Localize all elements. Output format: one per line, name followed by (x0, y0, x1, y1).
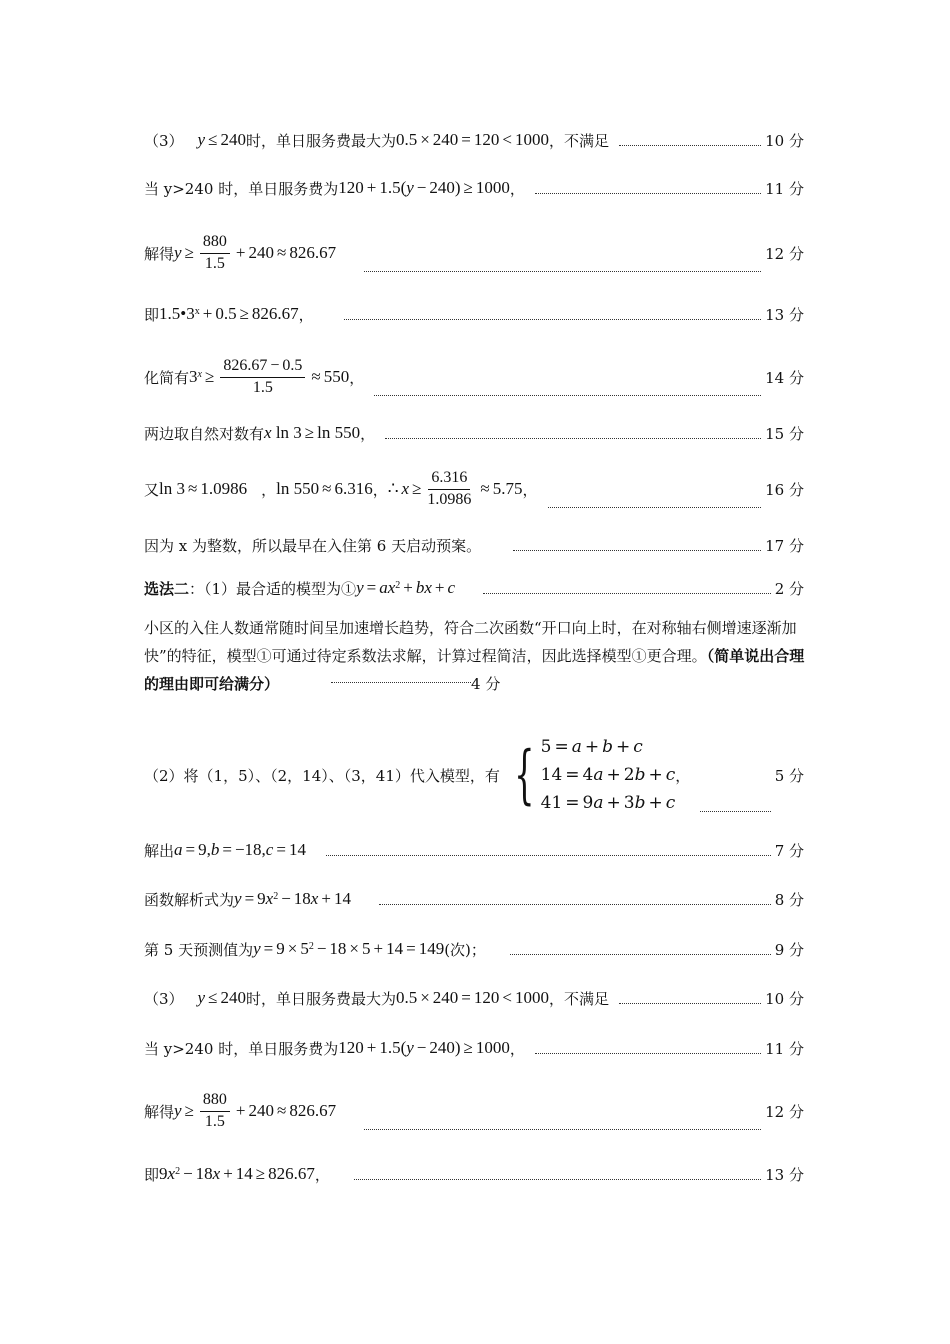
leader-dots (535, 192, 761, 194)
score: 13 分 (765, 1165, 804, 1184)
line-s1-16: 又 ln 3 ≈ 1.0986 ， ln 550 ≈ 6.316 ， ∴ x ≥ $\frac{6.316}{1.0986}$ ≈ 5.75 ， 16 分 (144, 469, 804, 508)
score: 11 分 (765, 179, 804, 198)
math-y-le-240: y ≤ 240 (197, 988, 246, 1007)
math-fee-expr: 120 + 1.5( y − 240) ≥ 1000 (338, 178, 510, 197)
line-s1-11: 当 y>240 时，单日服务费为 120 + 1.5( y − 240) ≥ 1000 ， 11 分 (144, 178, 804, 198)
leader-dots (535, 1052, 761, 1054)
score: 17 分 (765, 536, 804, 555)
score: 4 分 (471, 675, 501, 693)
leader-dots (364, 1128, 761, 1130)
leader-dots (331, 681, 471, 683)
leader-dots (379, 903, 771, 905)
line-m2-12: 解得 y ≥ $\frac{880}{1.5}$ + 240 ≈ 826.67 12 分 (144, 1091, 804, 1130)
line-m2-7: 解出 a = 9, b = −18, c = 14 7 分 (144, 840, 804, 860)
math-max-fee: 0.5 × 240 = 120 < 1000 (395, 130, 549, 149)
method-heading: 选法二 (144, 579, 190, 598)
line-s1-15: 两边取自然对数有 x ln 3 ≥ ln 550 ， 15 分 (144, 423, 804, 443)
line-m2-11: 当 y>240 时，单日服务费为 120 + 1.5( y − 240) ≥ 1000 ， 11 分 (144, 1038, 804, 1058)
score: 2 分 (774, 579, 804, 598)
math-ln550: ln 550 ≈ 6.316 (276, 479, 373, 498)
math-max-fee: 0.5 × 240 = 120 < 1000 (395, 988, 549, 1007)
math-exp-ineq: 1.5•3 $^x$ + 0.5 ≥ 826.67 (159, 304, 299, 323)
math-simplify: 3 $^x$ ≥ $\frac{826.67 - 0.5}{1.5}$ ≈ 550 (189, 357, 350, 396)
line-m2-8: 函数解析式为 y = 9 x $^2$ − 18 x + 14 8 分 (144, 889, 804, 909)
line-s1-17: 因为 x 为整数，所以最早在入住第 6 天启动预案。 17 分 (144, 536, 804, 555)
score: 10 分 (765, 131, 804, 150)
leader-dots (374, 394, 761, 396)
leader-dots (483, 592, 771, 594)
leader-dots (700, 810, 770, 812)
reason-paragraph: 小区的入住人数通常随时间呈加速增长趋势，符合二次函数“开口向上时，在对称轴右侧增速逐渐加快”的特征，模型①可通过待定系数法求解，计算过程简洁，因此选择模型①更合理。（简单说出合理的理由即可给满分） 4 分 (144, 619, 805, 693)
leader-dots (510, 953, 771, 955)
math-coeffs: a = 9, b = −18, c = 14 (174, 840, 306, 859)
leader-dots (619, 144, 761, 146)
line-m2-2: 选法二 ：（1）最合适的模型为① y = ax $^2$ + bx + c 2 分 (144, 578, 804, 598)
math-quad-ineq: 9 x $^2$ − 18 x + 14 ≥ 826.67 (159, 1164, 315, 1183)
score: 14 分 (765, 368, 804, 387)
score: 10 分 (765, 989, 804, 1008)
score: 15 分 (765, 424, 804, 443)
line-s1-10: （3） y ≤ 240 时，单日服务费最大为 0.5 × 240 = 120 < 1000 ，不满足 10 分 (144, 130, 804, 150)
line-m2-9: 第 5 天预测值为 y = 9 × 5 $^2$ − 18 × 5 + 14 = 149 (次)； 9 分 (144, 939, 804, 959)
leader-dots (364, 270, 761, 272)
score: 13 分 (765, 305, 804, 324)
score: 16 分 (765, 480, 804, 499)
line-s1-13: 即 1.5•3 $^x$ + 0.5 ≥ 826.67 ， 13 分 (144, 304, 804, 324)
score: 12 分 (765, 244, 804, 263)
math-solve-y: y ≥ $\frac{880}{1.5}$ + 240 ≈ 826.67 (174, 233, 337, 272)
math-fee-expr: 120 + 1.5( y − 240) ≥ 1000 (338, 1038, 510, 1057)
score: 7 分 (774, 841, 804, 860)
leader-dots (619, 1002, 761, 1004)
score: 11 分 (765, 1039, 804, 1058)
math-solve-y: y ≥ $\frac{880}{1.5}$ + 240 ≈ 826.67 (174, 1091, 337, 1130)
leader-dots (548, 506, 762, 508)
line-s1-14: 化简有 3 $^x$ ≥ $\frac{826.67 - 0.5}{1.5}$ ≈ 550 ， 14 分 (144, 357, 804, 396)
score: 12 分 (765, 1102, 804, 1121)
leader-dots (326, 854, 771, 856)
math-x-bound: ∴ x ≥ $\frac{6.316}{1.0986}$ ≈ 5.75 (387, 469, 523, 508)
math-log-ineq: x ln 3 ≥ ln 550 (264, 423, 361, 442)
leader-dots (513, 549, 761, 551)
leader-dots (385, 437, 761, 439)
leader-dots (344, 318, 761, 320)
line-m2-5: （2）将（1，5）、（2，14）、（3，41）代入模型，有 { 5 = a + b + c 14 = 4a + 2b + c 41 = 9a + 3b + c ， 5 分 (144, 732, 804, 818)
line-m2-13: 即 9 x $^2$ − 18 x + 14 ≥ 826.67 ， 13 分 (144, 1164, 804, 1184)
line-m2-10: （3） y ≤ 240 时，单日服务费最大为 0.5 × 240 = 120 < 1000 ，不满足 10 分 (144, 988, 804, 1008)
math-function: y = 9 x $^2$ − 18 x + 14 (234, 889, 351, 908)
score: 8 分 (774, 890, 804, 909)
math-day5: y = 9 × 5 $^2$ − 18 × 5 + 14 = 149 (253, 939, 445, 958)
leader-dots (354, 1178, 761, 1180)
line-s1-12: 解得 y ≥ $\frac{880}{1.5}$ + 240 ≈ 826.67 12 分 (144, 233, 804, 272)
score: 5 分 (774, 766, 804, 785)
math-ln3: ln 3 ≈ 1.0986 (159, 479, 248, 498)
equation-system: { 5 = a + b + c 14 = 4a + 2b + c 41 = 9a + 3b + c (514, 737, 676, 813)
math-y-le-240: y ≤ 240 (197, 130, 246, 149)
math-model: y = ax $^2$ + bx + c (356, 578, 456, 597)
score: 9 分 (774, 940, 804, 959)
